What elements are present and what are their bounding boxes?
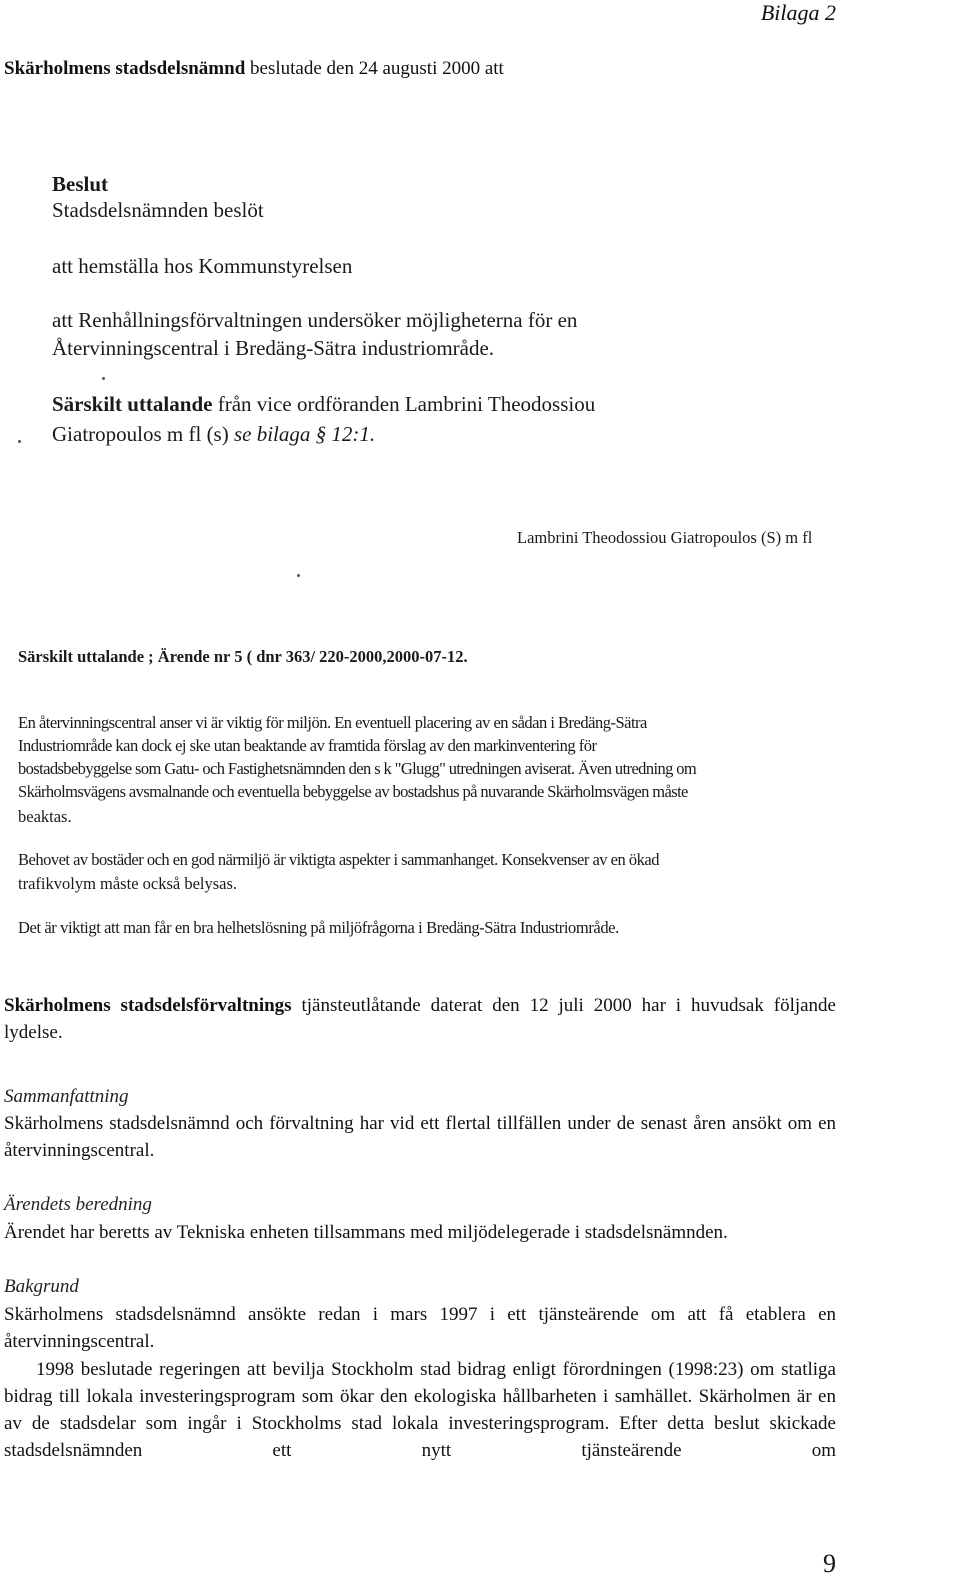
bakgrund-heading: Bakgrund <box>4 1276 79 1297</box>
forvaltning-bold: Skärholmens stadsdelsförvaltnings <box>4 995 292 1016</box>
sarskilt-line-2b: se bilaga § 12:1. <box>233 422 376 446</box>
p2-line-2: trafikvolym måste också belysas. <box>18 874 238 893</box>
sarskilt-line-2a: Giatropoulos m fl (s) <box>52 422 234 446</box>
bakgrund-p2: 1998 beslutade regeringen att bevilja Stockholm stad bidrag enligt förordningen (1998:23) om statliga bidrag till lokala investeringsprogram som ökar den ekologiska hållbarheten i samhället. Skärholmen är en av de stadsdelar som ingår i Stockholms stad lokala investeringsprogram. Efter detta beslut skickade stadsdelsnämnden ett nytt tjänsteärende om <box>4 1359 836 1461</box>
sarskilt-line-2 <box>52 422 375 447</box>
scan-speck <box>102 377 105 380</box>
p1-line-4: Skärholmsvägens avsmalnande och eventuella bebyggelse av bostadshus på nuvarande Skärholmsvägen måste <box>18 782 688 801</box>
beredning-heading: Ärendets beredning <box>4 1194 152 1215</box>
beredning-text: Ärendet har beretts av Tekniska enheten tillsammans med miljödelegerade i stadsdelsnämnden. <box>4 1222 728 1243</box>
p1-line-2: Industriområde kan dock ej ske utan beaktande av framtida förslag av den markinventering för <box>18 736 597 755</box>
page-number: 9 <box>823 1549 836 1578</box>
sammanfattning-heading: Sammanfattning <box>4 1086 129 1107</box>
p1-line-5: beaktas. <box>18 807 72 826</box>
sarskilt-line-1 <box>52 392 595 417</box>
beslut-line-3: att Renhållningsförvaltningen undersöker möjligheterna för en <box>52 308 578 332</box>
forvaltning-rest: tjänsteutlåtande daterat den 12 juli 2000 har i huvudsak följande lydelse. <box>4 995 836 1043</box>
forvaltning-paragraph <box>4 992 836 1046</box>
signature: Lambrini Theodossiou Giatropoulos (S) m fl <box>517 528 813 547</box>
sarskilt-rest: från vice ordföranden Lambrini Theodossiou <box>212 392 596 416</box>
bakgrund-p1: Skärholmens stadsdelsnämnd ansökte redan i mars 1997 i ett tjänsteärende om att få etablera en återvinningscentral. <box>4 1304 836 1352</box>
beslut-line-2: att hemställa hos Kommunstyrelsen <box>52 254 353 278</box>
intro-bold: Skärholmens stadsdelsnämnd <box>4 58 246 79</box>
p3-line-1: Det är viktigt att man får en bra helhetslösning på miljöfrågorna i Bredäng-Sätra Industriområde. <box>18 918 619 937</box>
p2-line-1: Behovet av bostäder och en god närmiljö är viktigta aspekter i sammanhanget. Konsekvenser av en ökad <box>18 850 659 869</box>
sammanfattning-text: Skärholmens stadsdelsnämnd och förvaltning har vid ett flertal tillfällen under de senast åren ansökt om en återvinningscentral. <box>4 1113 836 1161</box>
intro-sentence <box>4 58 504 80</box>
beslut-line-4: Återvinningscentral i Bredäng-Sätra industriområde. <box>52 336 495 360</box>
beslut-title: Beslut <box>52 172 109 196</box>
p1-line-3: bostadsbebyggelse som Gatu- och Fastighetsnämnden den s k "Glugg" utredningen aviserat. Även utredning om <box>18 759 697 778</box>
scanned-excerpt <box>0 150 960 950</box>
arende-heading: Särskilt uttalande ; Ärende nr 5 ( dnr 363/ 220-2000,2000-07-12. <box>18 647 468 666</box>
p1-line-1: En återvinningscentral anser vi är viktig för miljön. En eventuell placering av en sådan i Bredäng-Sätra <box>18 713 647 732</box>
intro-rest: beslutade den 24 augusti 2000 att <box>245 58 504 79</box>
scan-speck <box>18 440 21 443</box>
sarskilt-bold: Särskilt uttalande <box>52 392 213 416</box>
beslut-line-1: Stadsdelsnämnden beslöt <box>52 198 264 222</box>
attachment-label: Bilaga 2 <box>760 0 836 25</box>
scan-speck <box>297 574 300 577</box>
